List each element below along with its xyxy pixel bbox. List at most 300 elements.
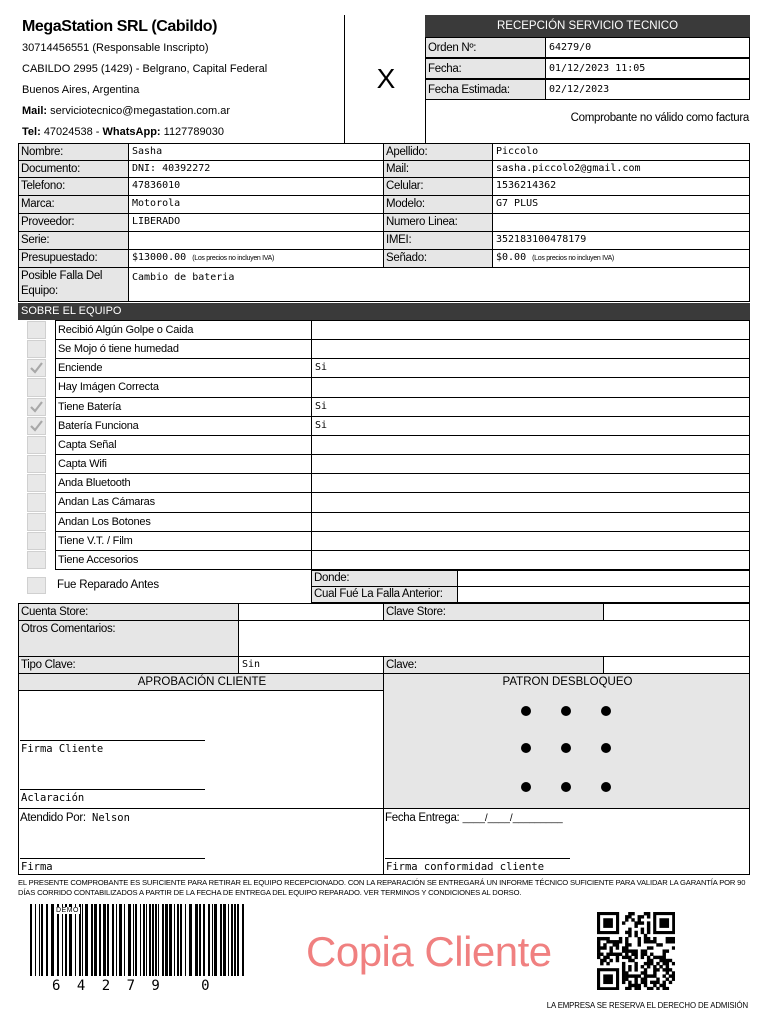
qr-module — [647, 987, 650, 990]
qr-module — [613, 940, 616, 943]
barcode-bar — [231, 904, 233, 976]
barcode-bar — [185, 904, 186, 976]
qr-module — [663, 987, 666, 990]
qr-module — [622, 921, 625, 924]
clave-label: Clave: — [383, 656, 604, 674]
qr-module — [616, 940, 619, 943]
barcode-tag: DEMO — [56, 907, 79, 914]
derecho-admision: LA EMPRESA SE RESERVA EL DERECHO DE ADMISIÓN — [546, 1001, 748, 1010]
barcode-bar — [30, 904, 32, 976]
equipo-checkbox[interactable] — [27, 340, 46, 358]
barcode-bar — [94, 904, 97, 976]
qr-module — [653, 956, 656, 959]
qr-module — [644, 981, 647, 984]
reparado-checkbox[interactable] — [27, 577, 46, 594]
equipo-checkbox[interactable] — [27, 513, 46, 531]
equipo-item-value — [311, 435, 750, 455]
equipo-item-label: Hay Imágen Correcta — [55, 377, 312, 398]
firma-line — [20, 858, 205, 859]
barcode-bar — [228, 904, 229, 976]
qr-module — [634, 968, 637, 971]
qr-module — [653, 981, 656, 984]
equipo-item-value: Si — [311, 416, 750, 436]
equipo-checkbox[interactable] — [27, 378, 46, 397]
equipo-item-label: Capta Wifi — [55, 454, 312, 474]
qr-module — [650, 946, 653, 949]
qr-module — [647, 965, 650, 968]
pattern-dot-6[interactable] — [601, 743, 611, 753]
barcode-bar — [57, 904, 59, 976]
tipo-clave-label: Tipo Clave: — [18, 656, 239, 674]
qr-module — [600, 937, 603, 940]
senado-value — [492, 249, 750, 268]
barcode-bar — [99, 904, 101, 976]
mail-value-cell: sasha.piccolo2@gmail.com — [492, 160, 750, 178]
barcode-bar — [214, 904, 217, 976]
fecha-estimada-label: Fecha Estimada: — [425, 79, 546, 100]
qr-module — [622, 949, 625, 952]
qr-module — [597, 940, 600, 943]
barcode-bar — [62, 904, 63, 976]
clave-store-value — [603, 603, 750, 621]
qr-module — [631, 953, 634, 956]
pattern-dot-1[interactable] — [521, 706, 531, 716]
reception-title: RECEPCIÓN SERVICIO TECNICO — [425, 15, 750, 37]
qr-module — [631, 912, 634, 915]
qr-module — [634, 984, 637, 987]
mail-label-cell: Mail: — [383, 160, 493, 178]
barcode-bar — [51, 904, 54, 976]
qr-module — [663, 984, 666, 987]
qr-module — [644, 974, 647, 977]
qr-module — [641, 956, 644, 959]
qr-module — [603, 943, 606, 946]
doc-type-letter: X — [376, 63, 396, 94]
qr-module — [634, 974, 637, 977]
qr-module — [641, 949, 644, 952]
barcode-bar — [128, 904, 131, 976]
comentarios-label: Otros Comentarios: — [18, 620, 239, 657]
barcode-bar — [165, 904, 168, 976]
qr-module — [663, 968, 666, 971]
qr-module — [616, 953, 619, 956]
qr-module — [644, 984, 647, 987]
pattern-dot-5[interactable] — [561, 743, 571, 753]
barcode-bar — [149, 904, 151, 976]
qr-module — [666, 937, 669, 940]
senado-label: Señado: — [383, 249, 493, 268]
qr-module — [628, 974, 631, 977]
qr-module — [622, 978, 625, 981]
qr-module — [647, 921, 650, 924]
barcode-bar — [162, 904, 164, 976]
equipo-item-value — [311, 320, 750, 340]
linea-label: Numero Linea: — [383, 213, 493, 232]
qr-module — [656, 968, 659, 971]
qr-module — [628, 981, 631, 984]
approval-title: APROBACIÓN CLIENTE — [18, 673, 384, 691]
qr-module — [628, 949, 631, 952]
qr-module — [631, 949, 634, 952]
falla-anterior-label: Cual Fué La Falla Anterior: — [311, 586, 458, 603]
qr-module — [653, 974, 656, 977]
barcode-number: 6 4 2 7 9 0 — [52, 978, 214, 994]
equipo-checkbox[interactable] — [27, 493, 46, 512]
qr-module — [625, 949, 628, 952]
qr-module — [600, 946, 603, 949]
falla-label-line2: Equipo: — [21, 285, 58, 297]
qr-module — [600, 953, 603, 956]
qr-module — [631, 959, 634, 962]
barcode-bar — [169, 904, 172, 976]
fecha-entrega-label: Fecha Entrega: — [385, 812, 460, 824]
qr-module — [672, 940, 675, 943]
barcode-bar — [140, 904, 141, 976]
equipo-item-label: Batería Funciona — [55, 416, 312, 436]
qr-module — [672, 971, 675, 974]
doc-type-box — [344, 15, 426, 143]
atendido-row — [20, 812, 130, 824]
barcode-bar — [133, 904, 134, 976]
imei-label: IMEI: — [383, 231, 493, 250]
equipo-item-value — [311, 473, 750, 493]
equipo-item-label: Tiene Accesorios — [55, 550, 312, 570]
qr-module — [653, 984, 656, 987]
pattern-dot-8[interactable] — [561, 782, 571, 792]
reparado-label: Fue Reparado Antes — [57, 579, 159, 591]
qr-module — [659, 959, 662, 962]
qr-module — [603, 974, 613, 984]
equipo-item-value — [311, 339, 750, 359]
barcode-bar — [195, 904, 198, 976]
senado-amount: $0.00 — [496, 252, 527, 263]
celular-value: 1536214362 — [492, 177, 750, 196]
qr-module — [659, 918, 669, 928]
qr-module — [647, 974, 650, 977]
qr-module — [659, 965, 662, 968]
qr-module — [622, 981, 625, 984]
unlock-pattern[interactable] — [383, 690, 750, 809]
qr-module — [641, 928, 644, 931]
qr-module — [638, 974, 641, 977]
equipo-checkbox[interactable] — [27, 532, 46, 550]
qr-module — [650, 974, 653, 977]
atendido-label: Atendido Por: — [20, 812, 86, 824]
mail-label: Mail: — [22, 105, 48, 117]
qr-module — [616, 946, 619, 949]
barcode-bar — [158, 904, 159, 976]
donde-label: Donde: — [311, 570, 458, 587]
barcode-bar — [203, 904, 205, 976]
qr-module — [616, 959, 619, 962]
proveedor-label: Proveedor: — [18, 213, 129, 232]
qr-module — [606, 962, 609, 965]
qr-module — [653, 968, 656, 971]
linea-value — [492, 213, 750, 232]
fecha-entrega-value: ____/____/_________ — [462, 813, 563, 824]
proveedor-value: LIBERADO — [128, 213, 384, 232]
qr-module — [625, 943, 628, 946]
barcode-bar — [69, 904, 72, 976]
apellido-value: Piccolo — [492, 143, 750, 161]
qr-module — [669, 940, 672, 943]
qr-module — [656, 956, 659, 959]
qr-module — [625, 937, 628, 940]
barcode-bar — [155, 904, 157, 976]
qr-module — [638, 987, 641, 990]
qr-module — [616, 956, 619, 959]
barcode-bar — [199, 904, 201, 976]
qr-module — [650, 962, 653, 965]
qr-module — [634, 987, 637, 990]
qr-module — [641, 931, 644, 934]
barcode-graphic — [30, 904, 250, 982]
barcode-bar — [91, 904, 93, 976]
qr-module — [634, 924, 637, 927]
qr-module — [597, 937, 600, 940]
qr-module — [609, 949, 612, 952]
qr-module — [625, 978, 628, 981]
qr-module — [625, 915, 628, 918]
equipo-checkbox[interactable] — [27, 398, 46, 416]
qr-module — [666, 962, 669, 965]
qr-module — [634, 965, 637, 968]
equipo-item-value — [311, 454, 750, 474]
company-cuit: 30714456551 (Responsable Inscripto) — [22, 42, 209, 54]
qr-module — [628, 915, 631, 918]
qr-module — [644, 953, 647, 956]
qr-module — [659, 943, 662, 946]
qr-module — [628, 943, 631, 946]
qr-module — [647, 946, 650, 949]
pattern-dot-9[interactable] — [601, 782, 611, 792]
barcode-bar — [180, 904, 182, 976]
qr-module — [666, 978, 669, 981]
company-city: Buenos Aires, Argentina — [22, 84, 140, 96]
barcode-bar — [75, 904, 76, 976]
qr-module — [647, 940, 650, 943]
barcode-bar — [212, 904, 213, 976]
equipo-item-label: Tiene Batería — [55, 397, 312, 417]
barcode-bar — [208, 904, 210, 976]
pattern-dot-4[interactable] — [521, 743, 531, 753]
qr-module — [628, 956, 631, 959]
barcode — [30, 904, 250, 994]
qr-module — [628, 987, 631, 990]
qr-module — [628, 912, 631, 915]
qr-module — [641, 978, 644, 981]
qr-module — [597, 953, 600, 956]
equipo-item-label: Andan Los Botones — [55, 512, 312, 532]
falla-label — [18, 267, 129, 302]
equipo-item-label: Tiene V.T. / Film — [55, 531, 312, 551]
qr-module — [656, 987, 659, 990]
equipo-item-value — [311, 512, 750, 532]
qr-module — [672, 978, 675, 981]
falla-label-line1: Posible Falla Del — [21, 270, 103, 282]
qr-module — [644, 934, 647, 937]
fecha-estimada-value: 02/12/2023 — [545, 79, 750, 100]
equipo-item-value: Si — [311, 358, 750, 378]
qr-module — [634, 934, 637, 937]
qr-module — [669, 974, 672, 977]
barcode-bar — [35, 904, 36, 976]
qr-module — [622, 946, 625, 949]
qr-module — [613, 953, 616, 956]
qr-module — [647, 928, 650, 931]
qr-module — [606, 956, 609, 959]
qr-module — [659, 956, 662, 959]
qr-module — [600, 959, 603, 962]
clave-value — [603, 656, 750, 674]
qr-module — [631, 974, 634, 977]
equipo-item-value — [311, 531, 750, 551]
qr-module — [597, 949, 600, 952]
equipo-checkbox[interactable] — [27, 455, 46, 473]
qr-module — [641, 981, 644, 984]
qr-module — [625, 971, 628, 974]
company-header — [18, 15, 345, 143]
check-icon — [28, 418, 45, 433]
equipo-checkbox[interactable] — [27, 474, 46, 492]
qr-module — [644, 940, 647, 943]
qr-module — [659, 984, 662, 987]
qr-module — [616, 943, 619, 946]
qr-module — [628, 984, 631, 987]
qr-module — [606, 940, 609, 943]
qr-module — [666, 968, 669, 971]
qr-module — [634, 956, 637, 959]
barcode-bar — [189, 904, 192, 976]
equipo-item-value — [311, 550, 750, 570]
equipo-checkbox[interactable] — [27, 436, 46, 454]
qr-module — [669, 937, 672, 940]
qr-module — [603, 918, 613, 928]
tel-label: Tel: — [22, 126, 41, 138]
firma-cliente-label: Firma Cliente — [21, 743, 104, 755]
qr-module — [669, 981, 672, 984]
qr-module — [647, 924, 650, 927]
qr-module — [634, 962, 637, 965]
equipo-item-value: Si — [311, 397, 750, 417]
qr-module — [628, 928, 631, 931]
barcode-bar — [220, 904, 222, 976]
qr-module — [628, 965, 631, 968]
atendido-value: Nelson — [92, 812, 130, 824]
qr-module — [666, 971, 669, 974]
qr-module — [650, 959, 653, 962]
qr-module — [644, 978, 647, 981]
nombre-value: Sasha — [128, 143, 384, 161]
pattern-dot-7[interactable] — [521, 782, 531, 792]
barcode-bar — [177, 904, 179, 976]
qr-module — [613, 943, 616, 946]
qr-module — [653, 971, 656, 974]
qr-module — [641, 915, 644, 918]
presupuestado-amount: $13000.00 — [132, 252, 187, 263]
marca-label: Marca: — [18, 195, 129, 214]
qr-module — [638, 984, 641, 987]
qr-module — [663, 962, 666, 965]
qr-module — [634, 978, 637, 981]
qr-module — [647, 915, 650, 918]
barcode-bar — [234, 904, 236, 976]
qr-module — [638, 918, 641, 921]
mail-value: serviciotecnico@megastation.com.ar — [50, 105, 231, 117]
orden-value: 64279/0 — [545, 37, 750, 58]
qr-module — [597, 956, 600, 959]
qr-module — [663, 959, 666, 962]
qr-module — [638, 940, 641, 943]
telefono-label: Telefono: — [18, 177, 129, 196]
qr-module — [638, 937, 641, 940]
qr-module — [638, 943, 641, 946]
qr-module — [663, 974, 666, 977]
whatsapp-label: WhatsApp: — [102, 126, 161, 138]
qr-module — [669, 959, 672, 962]
equipo-checkbox[interactable] — [27, 417, 46, 435]
barcode-bar — [223, 904, 226, 976]
qr-module — [625, 940, 628, 943]
qr-module — [641, 921, 644, 924]
barcode-bar — [124, 904, 125, 976]
pattern-dot-3[interactable] — [601, 706, 611, 716]
equipo-item-value — [311, 377, 750, 398]
equipo-checkbox[interactable] — [27, 551, 46, 569]
qr-module — [666, 959, 669, 962]
qr-module — [634, 949, 637, 952]
equipo-checkbox[interactable] — [27, 321, 46, 339]
qr-module — [609, 946, 612, 949]
equipo-checkbox[interactable] — [27, 359, 46, 377]
barcode-bar — [112, 904, 114, 976]
barcode-bar — [82, 904, 83, 976]
qr-module — [647, 931, 650, 934]
qr-module — [647, 959, 650, 962]
senado-note: (Los precios no incluyen IVA) — [532, 255, 614, 262]
qr-module — [666, 965, 669, 968]
falla-anterior-value — [457, 586, 750, 603]
qr-module — [650, 981, 653, 984]
qr-module — [663, 953, 666, 956]
presupuestado-note: (Los precios no incluyen IVA) — [192, 255, 275, 262]
fecha-entrega-row — [385, 812, 563, 824]
qr-module — [656, 978, 659, 981]
qr-module — [650, 987, 653, 990]
documento-label: Documento: — [18, 160, 129, 178]
clave-store-label: Clave Store: — [383, 603, 604, 621]
qr-module — [609, 953, 612, 956]
aclaracion-label: Aclaración — [21, 792, 85, 804]
donde-value — [457, 570, 750, 587]
pattern-dot-2[interactable] — [561, 706, 571, 716]
qr-module — [634, 921, 637, 924]
equipo-title: SOBRE EL EQUIPO — [18, 303, 750, 320]
presupuestado-label: Presupuestado: — [18, 249, 129, 268]
barcode-bar — [79, 904, 81, 976]
conformidad-label: Firma conformidad cliente — [386, 861, 545, 873]
conformidad-line — [385, 858, 570, 859]
qr-module — [628, 934, 631, 937]
invoice-note: Comprobante no válido como factura — [570, 112, 749, 124]
cuenta-store-label: Cuenta Store: — [18, 603, 239, 621]
qr-module — [619, 953, 622, 956]
qr-module — [641, 953, 644, 956]
orden-label: Orden Nº: — [425, 37, 546, 58]
qr-module — [606, 953, 609, 956]
equipo-item-label: Capta Señal — [55, 435, 312, 455]
imei-value: 352183100478179 — [492, 231, 750, 250]
